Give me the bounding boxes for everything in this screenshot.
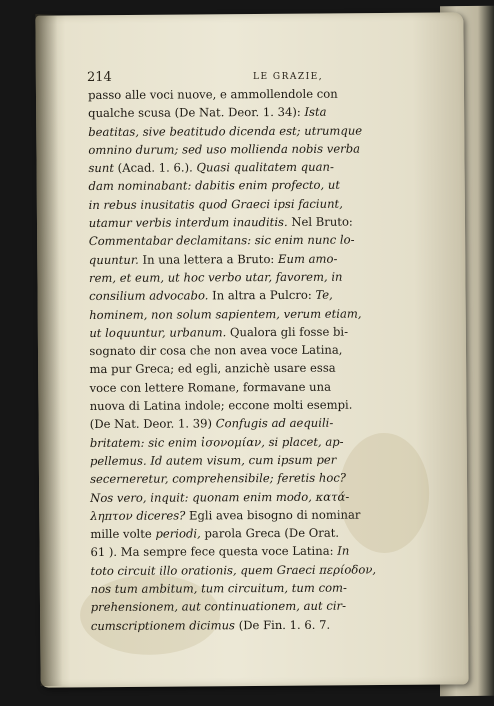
- italic-segment: in rebus inusitatis quod Graeci ipsi faciunt,: [88, 196, 343, 212]
- page-number: 214: [87, 70, 112, 85]
- text-line: [89, 267, 411, 287]
- text-line: [90, 469, 412, 489]
- text-segment: In una lettera a Bruto:: [138, 251, 279, 267]
- text-line: [89, 231, 411, 251]
- text-segment: In altra a Pulcro:: [208, 288, 316, 303]
- italic-segment: Te,: [315, 287, 333, 303]
- text-segment: sognato dir cosa che non avea voce Latina,: [89, 342, 343, 359]
- text-segment: ma pur Greca; ed egli, anzichè usare essa: [89, 361, 336, 377]
- italic-segment: Quasi qualitatem quan-: [196, 159, 334, 175]
- text-segment: (Acad. 1. 6.).: [113, 160, 197, 176]
- text-segment: voce con lettere Romane, formavane una: [89, 379, 332, 395]
- text-line: [89, 286, 411, 306]
- italic-segment: quuntur.: [88, 252, 139, 267]
- italic-segment: In: [337, 544, 350, 559]
- text-segment: Nel Bruto:: [287, 214, 353, 230]
- body-text: [88, 84, 413, 635]
- text-line: [90, 505, 412, 525]
- text-line: [88, 103, 410, 123]
- italic-segment: consilium advocabo.: [89, 288, 209, 304]
- italic-segment: Ista: [304, 105, 327, 120]
- italic-segment: ut loquuntur, urbanum.: [89, 325, 227, 340]
- italic-segment: omnino durum; sed uso mollienda nobis verba: [88, 141, 361, 157]
- text-line: [90, 450, 412, 470]
- italic-segment: toto circuit illo orationis, quem Graeci περίοδον,: [90, 562, 377, 578]
- text-segment: 61 ). Ma sempre fece questa voce Latina:: [90, 544, 338, 560]
- italic-segment: britatem: sic enim ἰσονομίαν, si placet, ap-: [89, 434, 344, 450]
- italic-segment: Commentabar declamitans: sic enim nunc lo-: [88, 232, 355, 249]
- running-title: LE GRAZIE,: [253, 72, 324, 82]
- text-line: [90, 487, 412, 507]
- text-segment: (De Fin. 1. 6. 7.: [234, 617, 331, 632]
- text-line: [88, 158, 410, 178]
- text-line: [89, 304, 411, 324]
- text-segment: qualche scusa (De Nat. Deor. 1. 34):: [88, 105, 305, 121]
- text-line: [88, 84, 410, 104]
- text-line: [90, 395, 412, 415]
- text-segment: mille volte: [90, 526, 156, 542]
- text-line: [90, 377, 412, 397]
- text-line: [89, 249, 411, 269]
- italic-segment: ληπτον diceres?: [90, 508, 186, 523]
- italic-segment: cumscriptionem dicimus: [90, 617, 236, 633]
- text-segment: Egli avea bisogno di nominar: [185, 507, 361, 523]
- text-segment: Qualora gli fosse bi-: [226, 324, 349, 340]
- italic-segment: secerneretur, comprehensibile; feretis hoc?: [90, 470, 347, 487]
- text-line: [89, 340, 411, 360]
- text-line: [89, 322, 411, 342]
- italic-segment: periodi,: [155, 526, 201, 541]
- text-line: [90, 523, 412, 543]
- italic-segment: dam nominabant: dabitis enim profecto, ut: [88, 178, 341, 194]
- text-line: [89, 194, 411, 214]
- text-segment: (De Nat. Deor. 1. 39): [89, 416, 216, 432]
- italic-segment: sunt: [88, 161, 115, 176]
- text-line: [89, 359, 411, 379]
- italic-segment: nos tum ambitum, tum circuitum, tum com-: [90, 580, 347, 597]
- text-line: [88, 139, 410, 159]
- text-line: [91, 578, 413, 598]
- text-line: [91, 615, 413, 635]
- text-line: [90, 560, 412, 580]
- italic-segment: prehensionem, aut continuationem, aut cir-: [90, 598, 347, 615]
- italic-segment: pellemus. Id autem visum, cum ipsum per: [89, 452, 337, 468]
- text-line: [88, 176, 410, 196]
- italic-segment: Confugis ad aequili-: [215, 416, 334, 431]
- italic-segment: beatitas, sive beatitudo dicenda est; utrumque: [88, 123, 363, 139]
- text-segment: parola Greca (De Orat.: [200, 525, 340, 541]
- text-line: [89, 212, 411, 232]
- text-line: [91, 597, 413, 617]
- text-line: [90, 542, 412, 562]
- italic-segment: Nos vero, inquit: quonam enim modo, κατά-: [90, 489, 350, 505]
- text-line: [90, 432, 412, 452]
- text-segment: nuova di Latina indole; eccone molti esempi.: [89, 397, 353, 414]
- text-line: [90, 414, 412, 434]
- italic-segment: utamur verbis interdum inauditis.: [88, 215, 288, 231]
- italic-segment: hominem, non solum sapientem, verum etiam,: [89, 306, 362, 322]
- italic-segment: rem, et eum, ut hoc verbo utar, favorem, in: [88, 269, 343, 285]
- italic-segment: Eum amo-: [277, 251, 338, 266]
- text-segment: passo alle voci nuove, e ammollendole con: [88, 86, 338, 102]
- text-line: [88, 121, 410, 141]
